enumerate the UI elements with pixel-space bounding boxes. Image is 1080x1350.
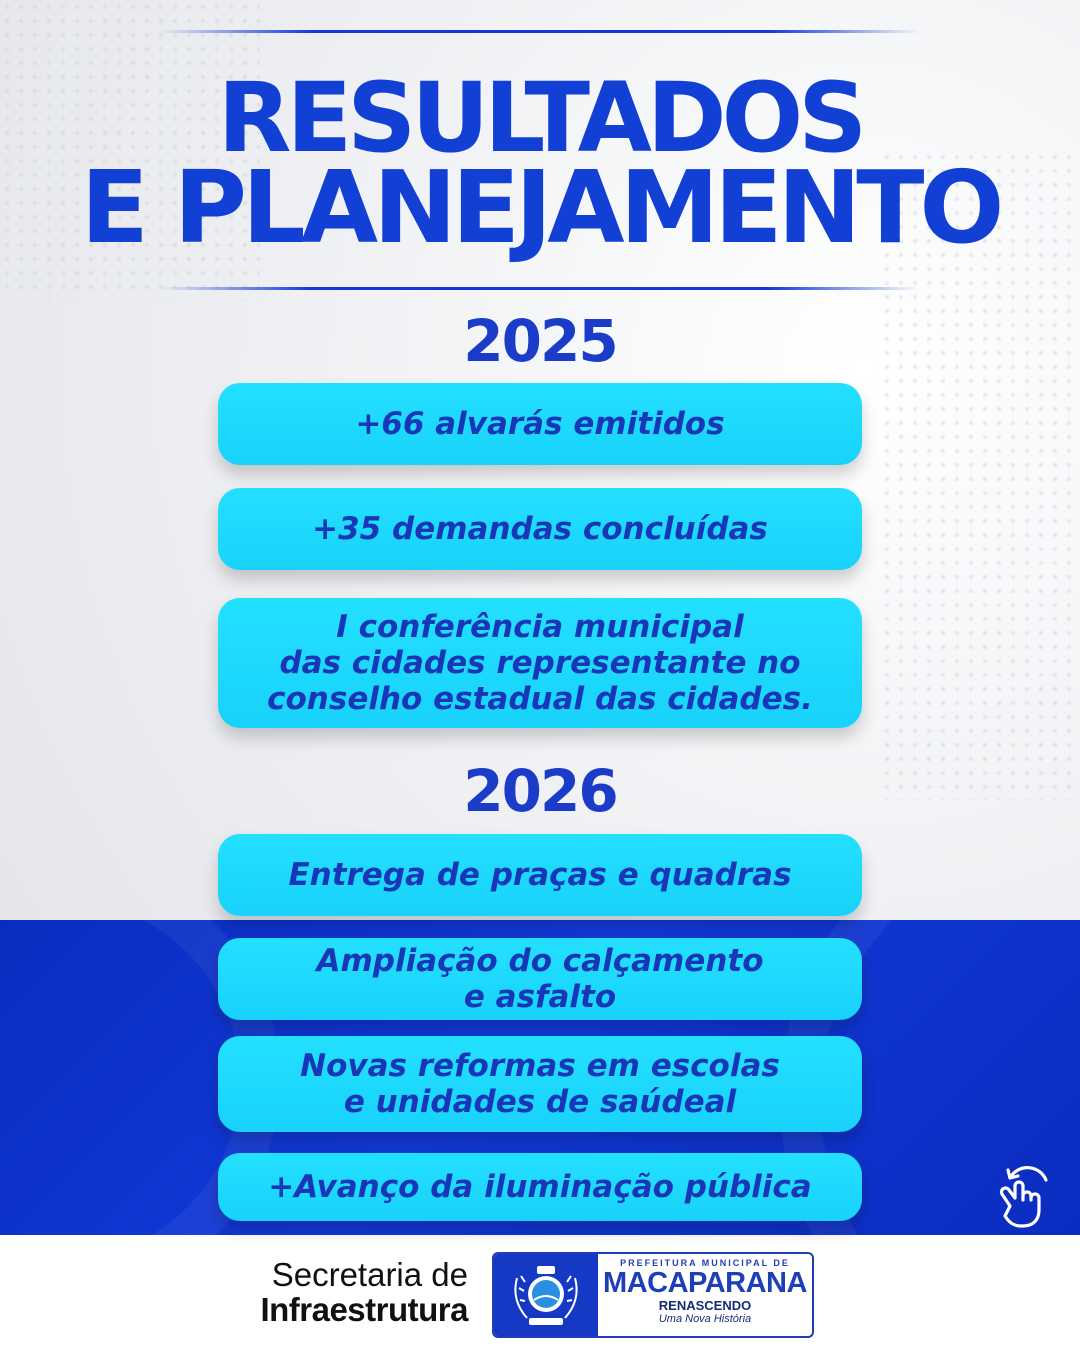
- plan-card-calcamento: Ampliação do calçamento e asfalto: [218, 938, 862, 1020]
- secretaria-line-1: Secretaria de: [271, 1256, 468, 1293]
- hand-swipe-icon[interactable]: [988, 1166, 1054, 1232]
- tagline: Uma Nova História: [658, 1313, 752, 1326]
- top-rule: [160, 30, 920, 33]
- secretaria-line-2: Infraestrutura: [260, 1290, 468, 1328]
- result-card-conferencia: I conferência municipal das cidades representante no conselho estadual das cidades.: [218, 598, 862, 728]
- plan-card-pracas: Entrega de praças e quadras: [218, 834, 862, 916]
- title-line-2: E PLANEJAMENTO: [80, 149, 1000, 266]
- result-card-alvaras: +66 alvarás emitidos: [218, 383, 862, 465]
- prefeitura-label: PREFEITURA MUNICIPAL DE: [620, 1258, 790, 1268]
- municipal-seal-icon: [494, 1254, 598, 1336]
- year-2025-heading: 2025: [463, 307, 617, 375]
- prefeitura-text: [602, 1258, 808, 1325]
- slogan: RENASCENDO: [658, 1298, 752, 1314]
- prefeitura-logo: [492, 1252, 814, 1338]
- result-card-demandas: +35 demandas concluídas: [218, 488, 862, 570]
- year-2026-heading: 2026: [463, 757, 617, 825]
- plan-card-reformas: Novas reformas em escolas e unidades de saúdeal: [218, 1036, 862, 1132]
- title-rule: [160, 287, 920, 290]
- plan-card-iluminacao: +Avanço da iluminação pública: [218, 1153, 862, 1221]
- city-name: MACAPARANA: [603, 1267, 807, 1299]
- secretaria-logo: [260, 1258, 468, 1327]
- title-line-1: RESULTADOS: [217, 62, 863, 174]
